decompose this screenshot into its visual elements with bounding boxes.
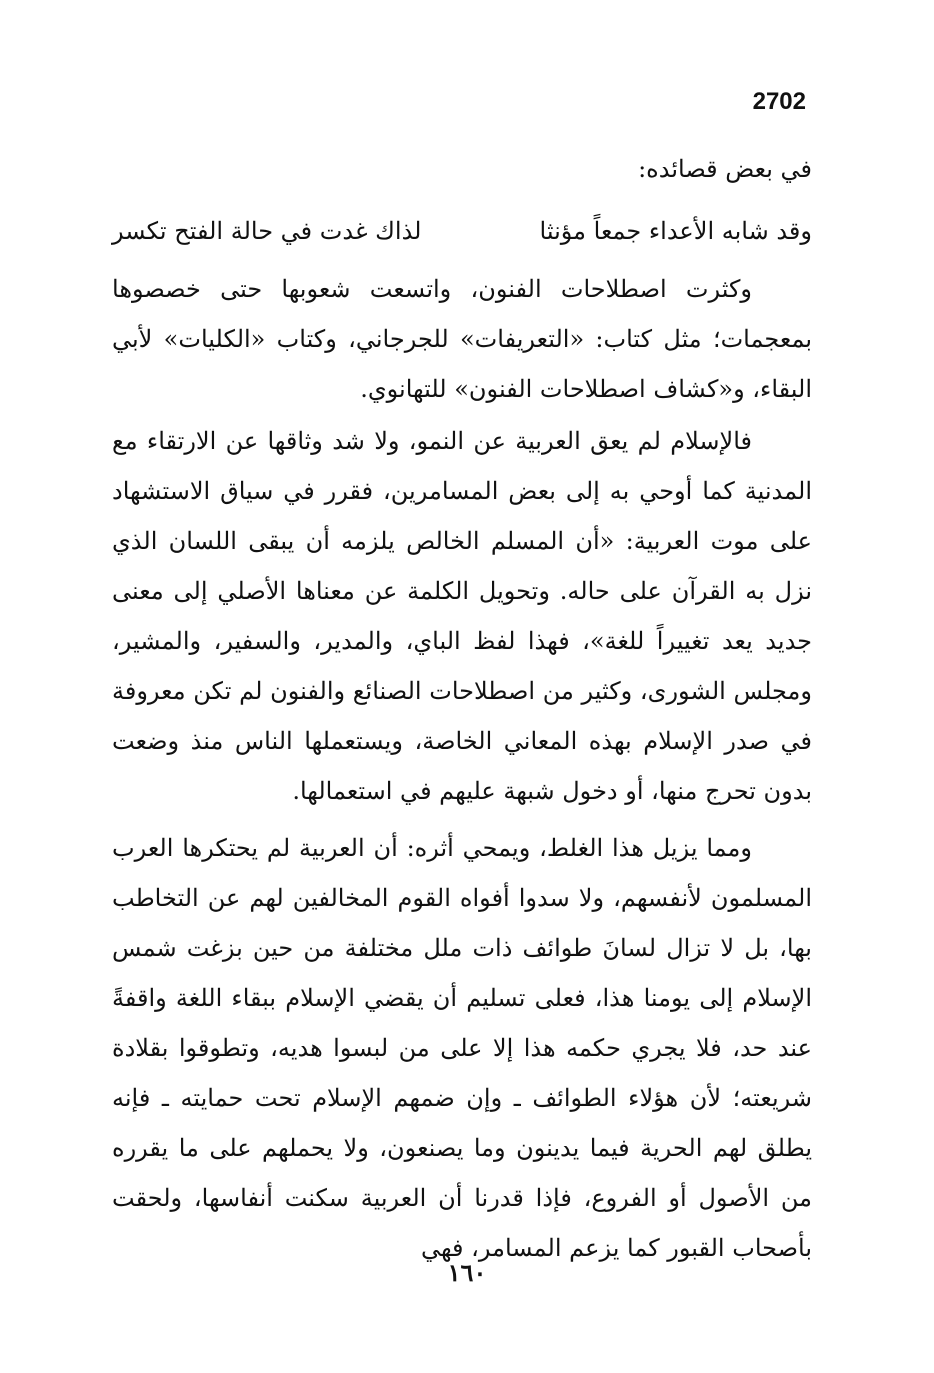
paragraph-islam-growth: فالإسلام لم يعق العربية عن النمو، ولا شد وثاقها عن الارتقاء مع المدنية كما أوحي به إلى بعض المسامرين، فقرر في سياق الاستشهاد على موت العربية: «أن المسلم الخالص يلزمه أن يبقى اللسان الذي نزل به القرآن على حاله. وتحويل الكلمة عن معناها الأصلي إلى معنى جديد يعد تغييراً للغة»، فهذا لفظ الباي، والمدير، والسفير، والمشير، ومجلس الشورى، وكثير من اصطلاحات الصنائع والفنون لم تكن معروفة في صدر الإسلام بهذه المعاني الخاصة، ويستعملها الناس منذ وضعت بدون تحرج منها، أو دخول شبهة عليهم في استعمالها.: [112, 427, 812, 805]
paragraph-error-removal: ومما يزيل هذا الغلط، ويمحي أثره: أن العربية لم يحتكرها العرب المسلمون لأنفسهم، ولا سدوا أفواه القوم المخالفين لهم عن التخاطب بها، بل لا تزال لسانَ طوائف ذات ملل مختلفة من حين بزغت شمس الإسلام إلى يومنا هذا، فعلى تسليم أن يقضي الإسلام ببقاء اللغة واقفةً عند حد، فلا يجري حكمه هذا إلا على من لبسوا هديه، وتطوقوا بقلادة شريعته؛ لأن هؤلاء الطوائف ـ وإن ضمهم الإسلام تحت حمايته ـ فإنه يطلق لهم الحرية فيما يدينون وما يصنعون، ولا يحملهم على ما يقرره من الأصول أو الفروع، فإذا قدرنا أن العربية سكنت أنفاسها، ولحقت بأصحاب القبور كما يزعم المسامر، فهي: [112, 834, 812, 1262]
verse-first-hemistich: وقد شابه الأعداء جمعاً مؤنثا: [539, 217, 812, 245]
verse-second-hemistich: لذاك غدت في حالة الفتح تكسر: [112, 217, 422, 245]
page-number: ١٦٠: [447, 1258, 487, 1287]
intro-line: في بعض قصائده:: [638, 155, 812, 183]
reference-number: 2702: [752, 88, 806, 115]
paragraph-terminology: وكثرت اصطلاحات الفنون، واتسعت شعوبها حتى خصصوها بمعجمات؛ مثل كتاب: «التعريفات» للجرجاني، وكتاب «الكليات» لأبي البقاء، و«كشاف اصطلاحات الفنون» للتهانوي.: [112, 275, 812, 403]
poetry-verse: [112, 206, 812, 256]
